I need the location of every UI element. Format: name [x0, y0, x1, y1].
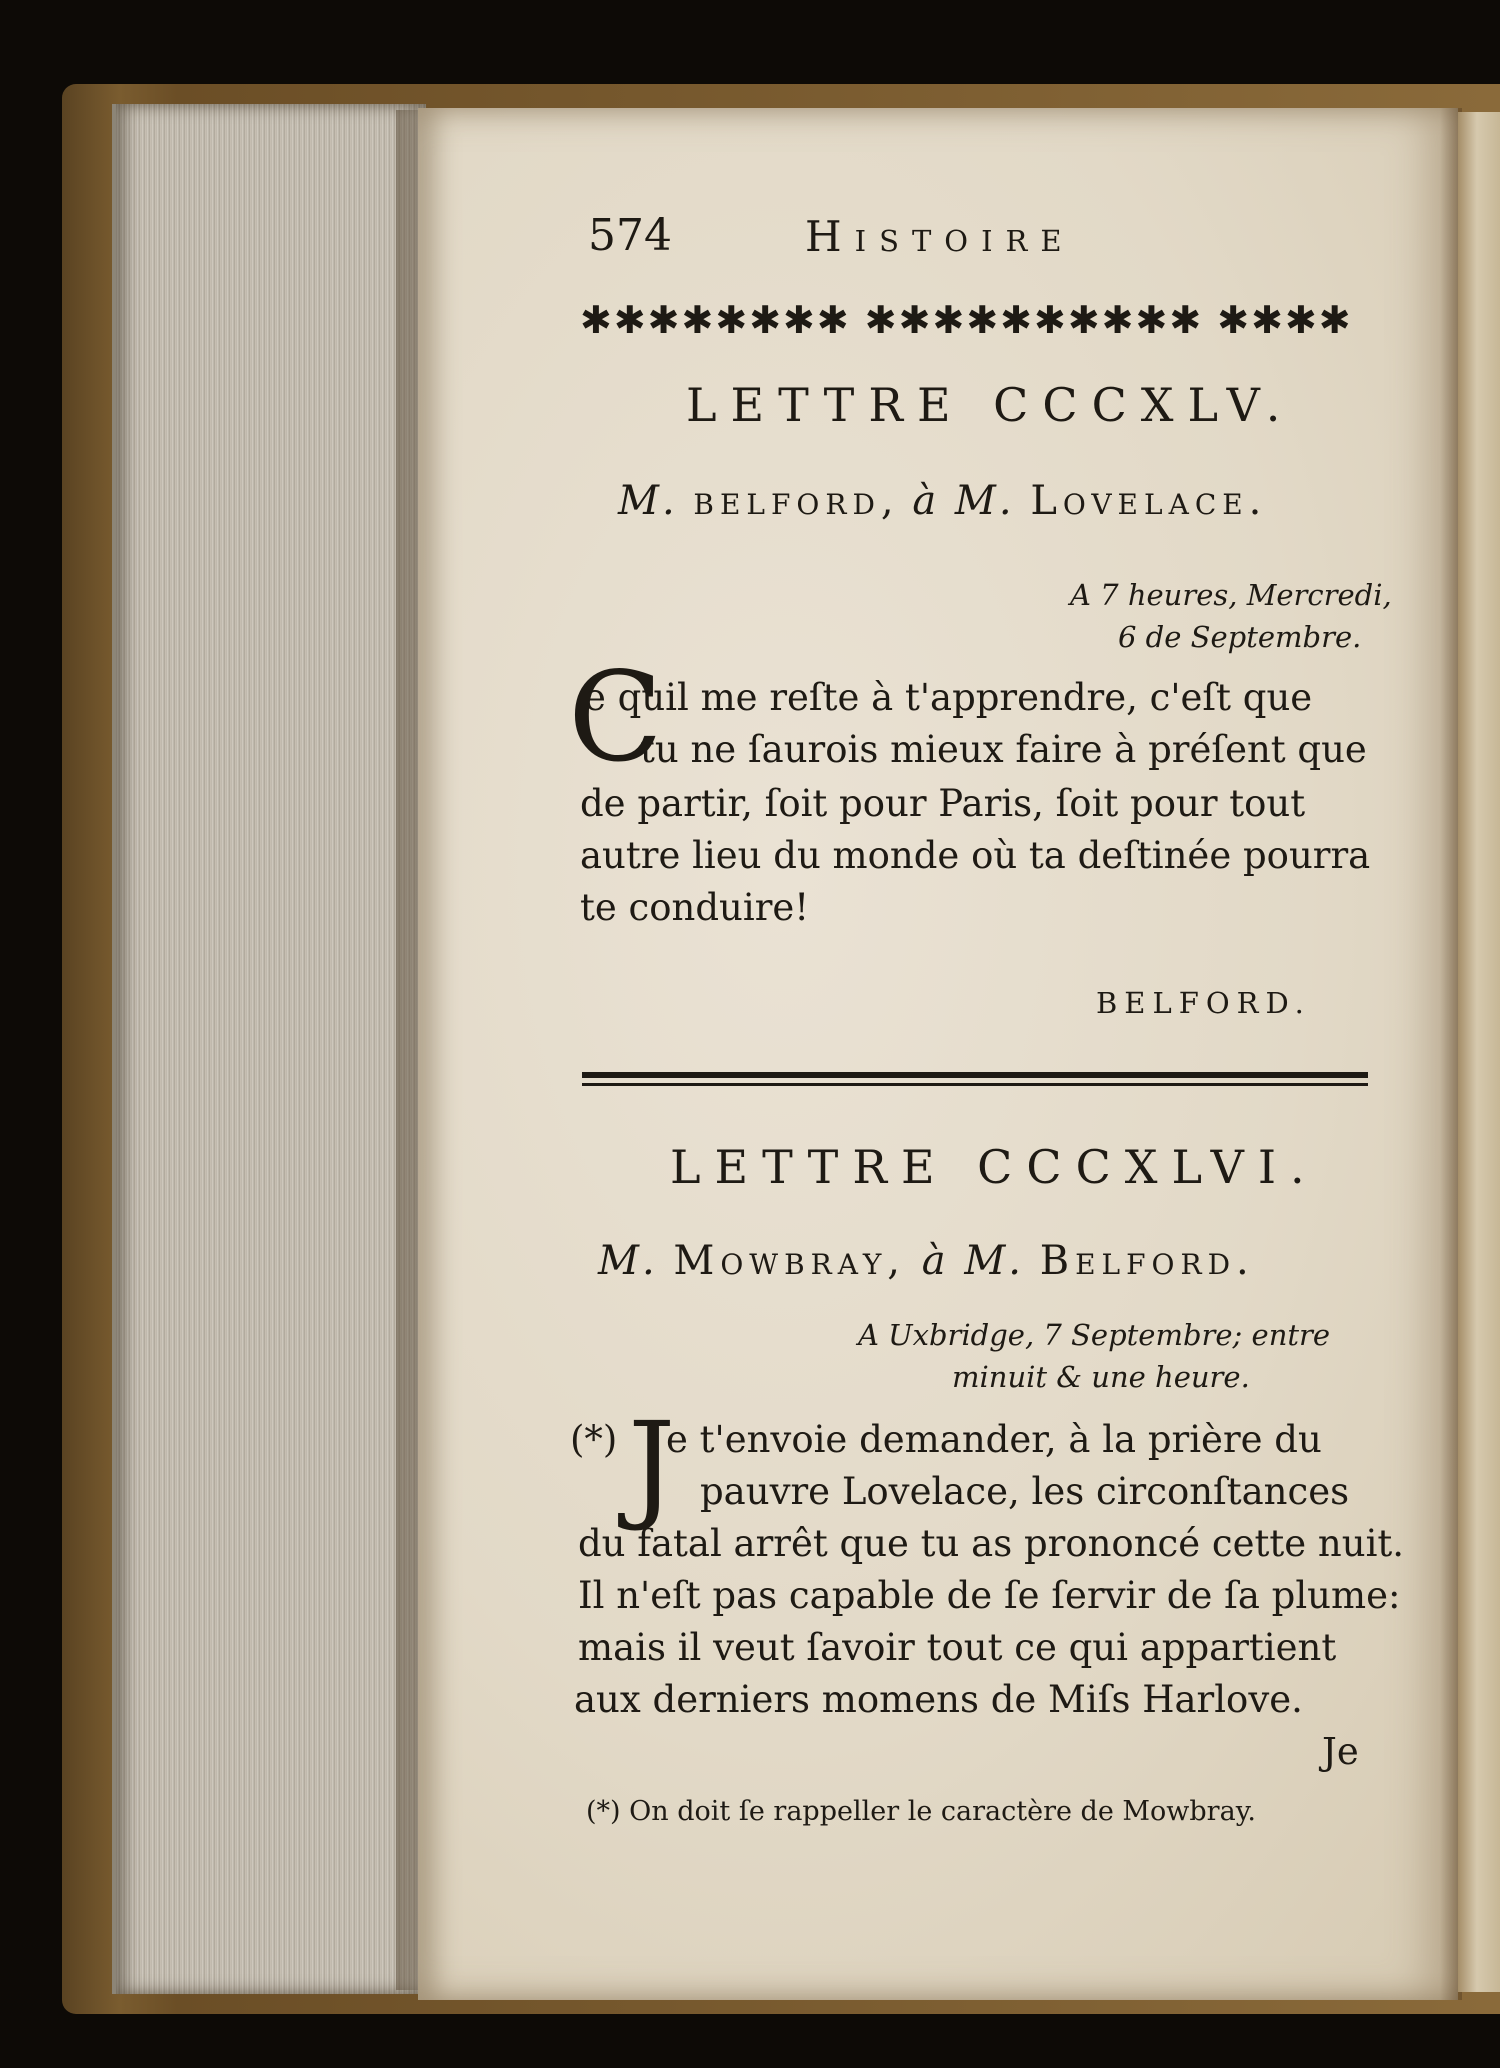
page-number: 574 [588, 210, 672, 261]
letter-2-from-name: Mowbray, [673, 1238, 907, 1284]
letter-2-title: LETTRE CCCXLVI. [670, 1140, 1319, 1194]
letter-1-line: e quil me reſte à t'apprendre, c'eſt que [584, 676, 1313, 719]
letter-2-line: aux derniers momens de Miſs Harlove. [574, 1678, 1303, 1721]
letter-2-to-prefix: à M. [921, 1238, 1024, 1284]
letter-1-line: autre lieu du monde où ta deſtinée pourra [580, 834, 1371, 877]
letter-2-date-line-2: minuit & une heure. [952, 1360, 1250, 1394]
letter-1-from-title: M. [618, 478, 678, 524]
letter-1-from-name: belford [693, 478, 881, 524]
letter-2-to-name: Belford. [1039, 1238, 1255, 1284]
letter-1-heading: M. belford, à M. Lovelace. [618, 478, 1268, 524]
letter-2-dropcap: J [628, 1396, 676, 1534]
catchword: Je [1322, 1730, 1359, 1773]
letter-1-line: de partir, ſoit pour Paris, ſoit pour tout [580, 782, 1306, 825]
footnote-text: (*) On doit ſe rappeller le caractère de Mowbray. [586, 1796, 1256, 1827]
letter-2-heading [598, 1238, 1255, 1284]
letter-1-line: tu ne ſaurois mieux faire à préſent que [640, 728, 1367, 771]
letter-1-dropcap: C [568, 646, 663, 790]
letter-1-title: LETTRE CCCXLV. [686, 378, 1295, 432]
facing-page-edge [1458, 112, 1500, 1992]
letter-1-to-name: Lovelace. [1030, 478, 1268, 524]
letter-2-line: mais il veut ſavoir tout ce qui appartient [578, 1626, 1337, 1669]
letter-2-line: e t'envoie demander, à la prière du [666, 1418, 1322, 1461]
footnote-marker: (*) [570, 1418, 618, 1461]
letter-2-from-title: M. [598, 1238, 658, 1284]
letter-2-line: pauvre Lovelace, les circonſtances [700, 1470, 1350, 1513]
letter-2-date-line-1: A Uxbridge, 7 Septembre; entre [858, 1318, 1331, 1352]
letter-1-to-prefix: à M. [912, 478, 1015, 524]
letter-1-line: te conduire! [580, 886, 810, 929]
section-divider-rule [582, 1072, 1368, 1086]
letter-1-date-line-1: A 7 heures, Mercredi, [1070, 578, 1392, 612]
ornament-row: ✱✱✱✱✱✱✱✱ ✱✱✱✱✱✱✱✱✱✱ ✱✱✱✱ [580, 298, 1353, 342]
running-head: Histoire [805, 212, 1075, 261]
letter-2-line: du fatal arrêt que tu as prononcé cette nuit. [578, 1522, 1405, 1565]
letter-1-date-line-2: 6 de Septembre. [1118, 620, 1362, 654]
book-fore-edge [112, 104, 426, 1994]
letter-2-line: Il n'eſt pas capable de ſe ſervir de ſa plume: [578, 1574, 1401, 1617]
letter-1-signature: BELFORD. [1096, 986, 1311, 1020]
